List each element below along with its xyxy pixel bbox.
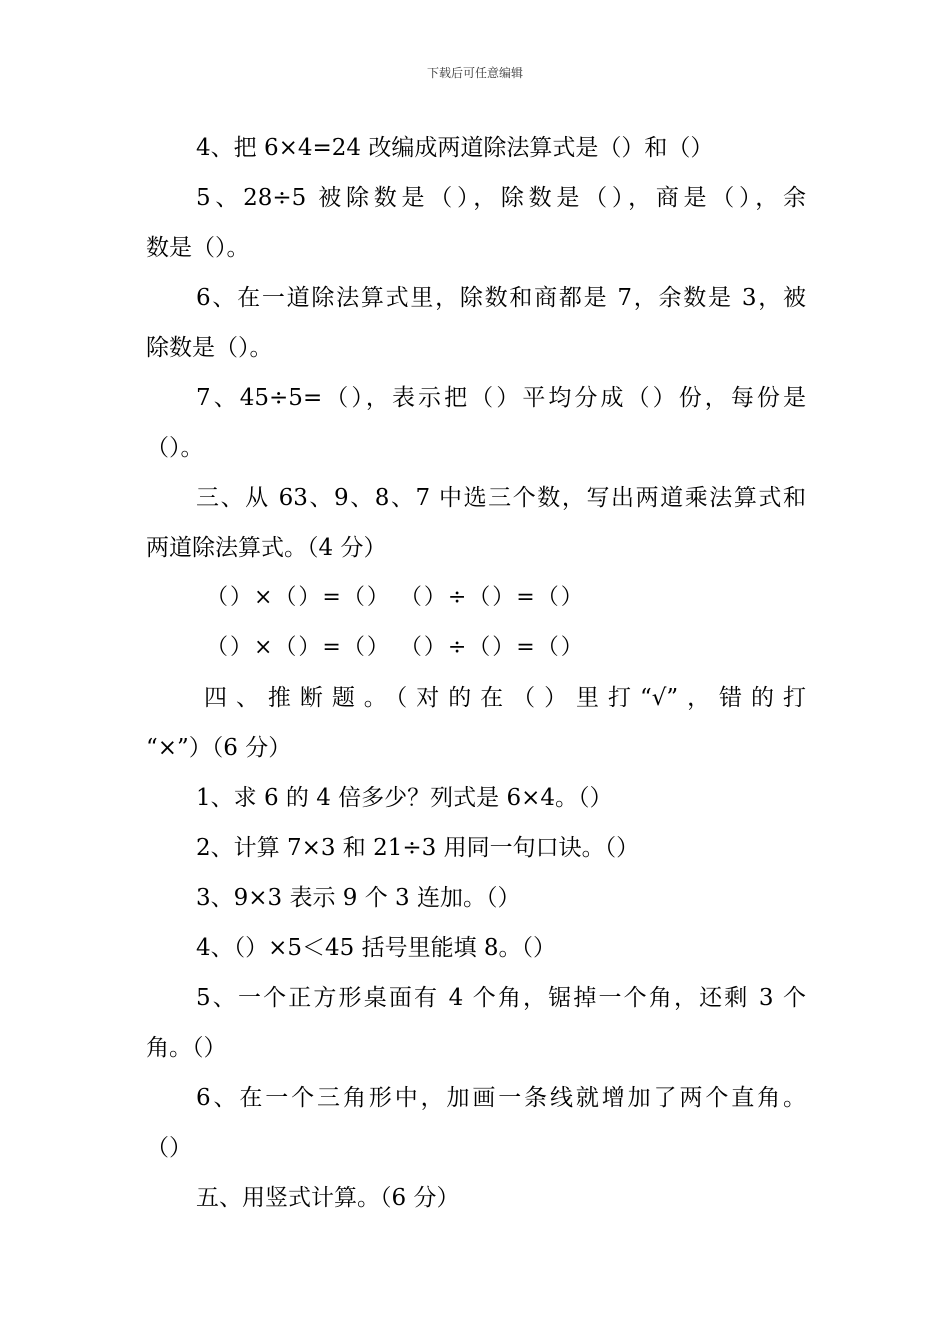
section-5-heading: 五、用竖式计算。（6 分） — [196, 1185, 460, 1211]
question-5-line-1: 5、28÷5 被除数是（），除数是（），商是（），余 — [196, 185, 806, 211]
page-header: 下载后可任意编辑 — [426, 66, 523, 80]
question-6-line-1: 6、在一道除法算式里，除数和商都是 7，余数是 3，被 — [196, 285, 806, 311]
equation-row-1: （）×（）=（） （）÷（）=（） — [206, 585, 585, 610]
section-4-heading-line-2: “×”）（6 分） — [146, 735, 292, 761]
judge-item-5-line-2: 角。（） — [146, 1035, 227, 1061]
judge-item-2: 2、计算 7×3 和 21÷3 用同一句口诀。（） — [196, 835, 640, 861]
question-7-line-2: （）。 — [146, 435, 204, 461]
section-3-heading-line-1: 三、从 63、9、8、7 中选三个数，写出两道乘法算式和 — [196, 485, 806, 511]
question-5-line-2: 数是（）。 — [146, 235, 250, 261]
judge-item-1: 1、求 6 的 4 倍多少？列式是 6×4。（） — [196, 785, 613, 811]
question-6-line-2: 除数是（）。 — [146, 335, 273, 361]
judge-item-4: 4、（）×5＜45 括号里能填 8。（） — [196, 935, 557, 961]
question-7-line-1: 7、45÷5=（），表示把（）平均分成（）份，每份是 — [196, 385, 806, 411]
question-4: 4、把 6×4=24 改编成两道除法算式是（）和（） — [196, 135, 714, 161]
equation-row-2: （）×（）=（） （）÷（）=（） — [206, 635, 585, 660]
judge-item-6-line-1: 6、在一个三角形中，加画一条线就增加了两个直角。 — [196, 1085, 806, 1111]
judge-item-6-line-2: （） — [146, 1135, 192, 1161]
judge-item-5-line-1: 5、一个正方形桌面有 4 个角，锯掉一个角，还剩 3 个 — [196, 985, 806, 1011]
judge-item-3: 3、9×3 表示 9 个 3 连加。（） — [196, 885, 521, 911]
section-4-heading-line-1: 四、推断题。（对的在（）里打“√”，错的打 — [204, 685, 806, 711]
section-3-heading-line-2: 两道除法算式。（4 分） — [146, 535, 387, 561]
